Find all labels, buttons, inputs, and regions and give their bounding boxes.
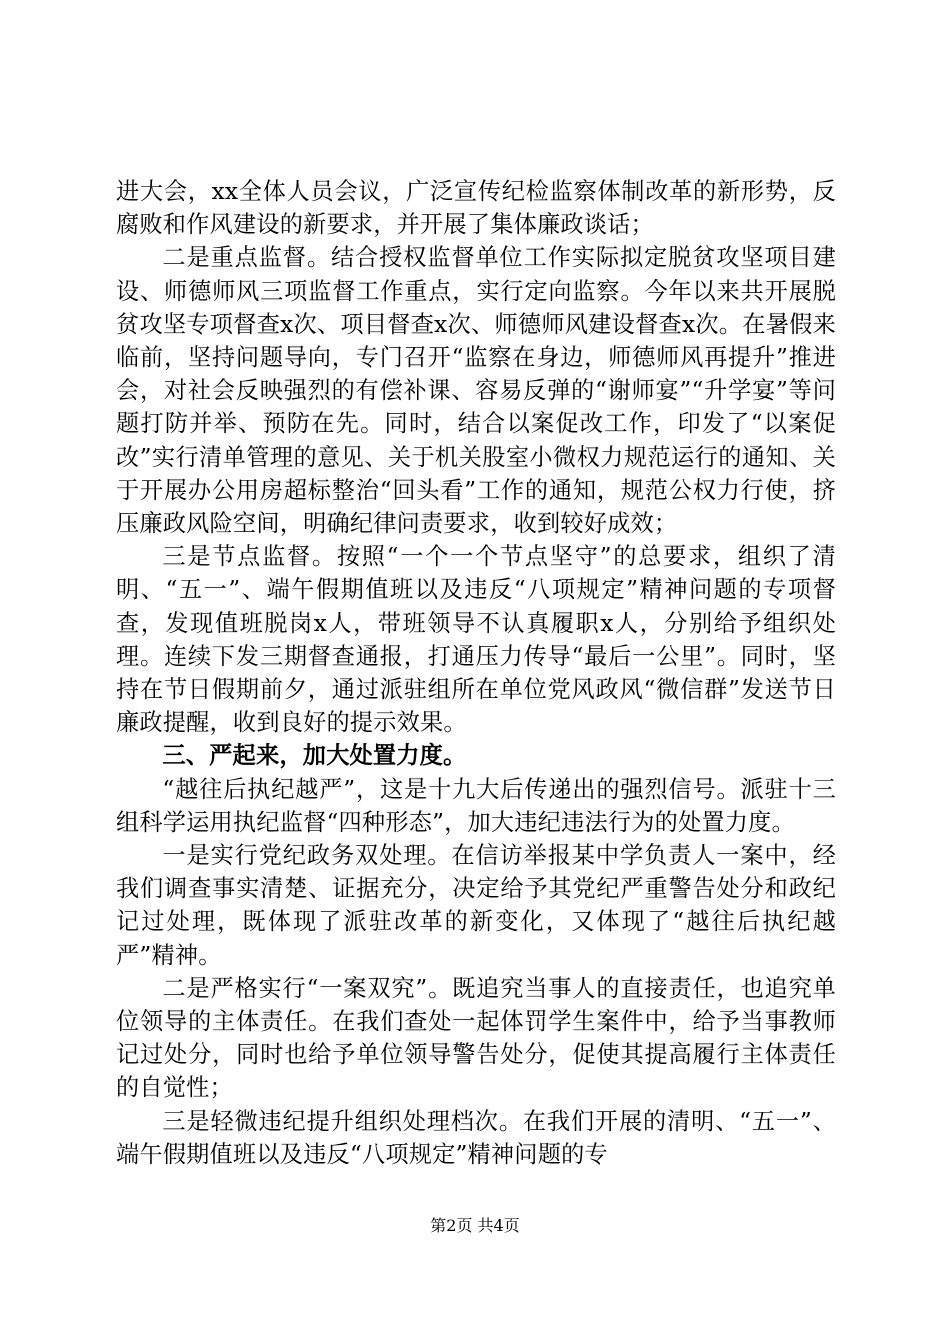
paragraph-node-supervision: 三是节点监督。按照“一个一个节点坚守”的总要求，组织了清明、“五一”、端午假期值班以及违反“八项规定”精神问题的专项督查，发现值班脱岗x人，带班领导不认真履职x人，分别给予组织处理。连续下发三期督查通报，打通压力传导“最后一公里”。同时，坚持在节日假期前夕，通过派驻组所在单位党风政风“微信群”发送节日廉政提醒，收到良好的提示效果。 (116, 543, 836, 737)
paragraph-intro: “越往后执纪越严”，这是十九大后传递出的强烈信号。派驻十三组科学运用执纪监督“四种形态”，加大违纪违法行为的处置力度。 (116, 775, 836, 836)
paragraph-dual-handling: 一是实行党纪政务双处理。在信访举报某中学负责人一案中，经我们调查事实清楚、证据充分，决定给予其党纪严重警告处分和政纪记过处理，既体现了派驻改革的新变化，又体现了“越往后执纪越严”精神。 (116, 842, 836, 969)
paragraph-continuation: 进大会，xx全体人员会议，广泛宣传纪检监察体制改革的新形势，反腐败和作风建设的新要求，并开展了集体廉政谈话； (116, 178, 836, 239)
page-footer: 第2页 共4页 (430, 1216, 520, 1235)
section-heading: 三、严起来，加大处置力度。 (162, 742, 467, 770)
document-body (116, 175, 836, 1171)
paragraph-key-supervision: 二是重点监督。结合授权监督单位工作实际拟定脱贫攻坚项目建设、师德师风三项监督工作重点，实行定向监察。今年以来共开展脱贫攻坚专项督查x次、项目督查x次、师德师风建设督查x次。在暑假来临前，坚持问题导向，专门召开“监察在身边，师德师风再提升”推进会，对社会反映强烈的有偿补课、容易反弹的“谢师宴”“升学宴”等问题打防并举、预防在先。同时，结合以案促改工作，印发了“以案促改”实行清单管理的意见、关于机关股室小微权力规范运行的通知、关于开展办公用房超标整治“回头看”工作的通知，规范公权力行使，挤压廉政风险空间，明确纪律问责要求，收到较好成效； (116, 244, 836, 538)
paragraph-minor-violations: 三是轻微违纪提升组织处理档次。在我们开展的清明、“五一”、端午假期值班以及违反“八项规定”精神问题的专 (116, 1107, 836, 1168)
paragraph-double-accountability: 二是严格实行“一案双究”。既追究当事人的直接责任，也追究单位领导的主体责任。在我们查处一起体罚学生案件中，给予当事教师记过处分，同时也给予单位领导警告处分，促使其提高履行主体责任的自觉性； (116, 974, 836, 1102)
